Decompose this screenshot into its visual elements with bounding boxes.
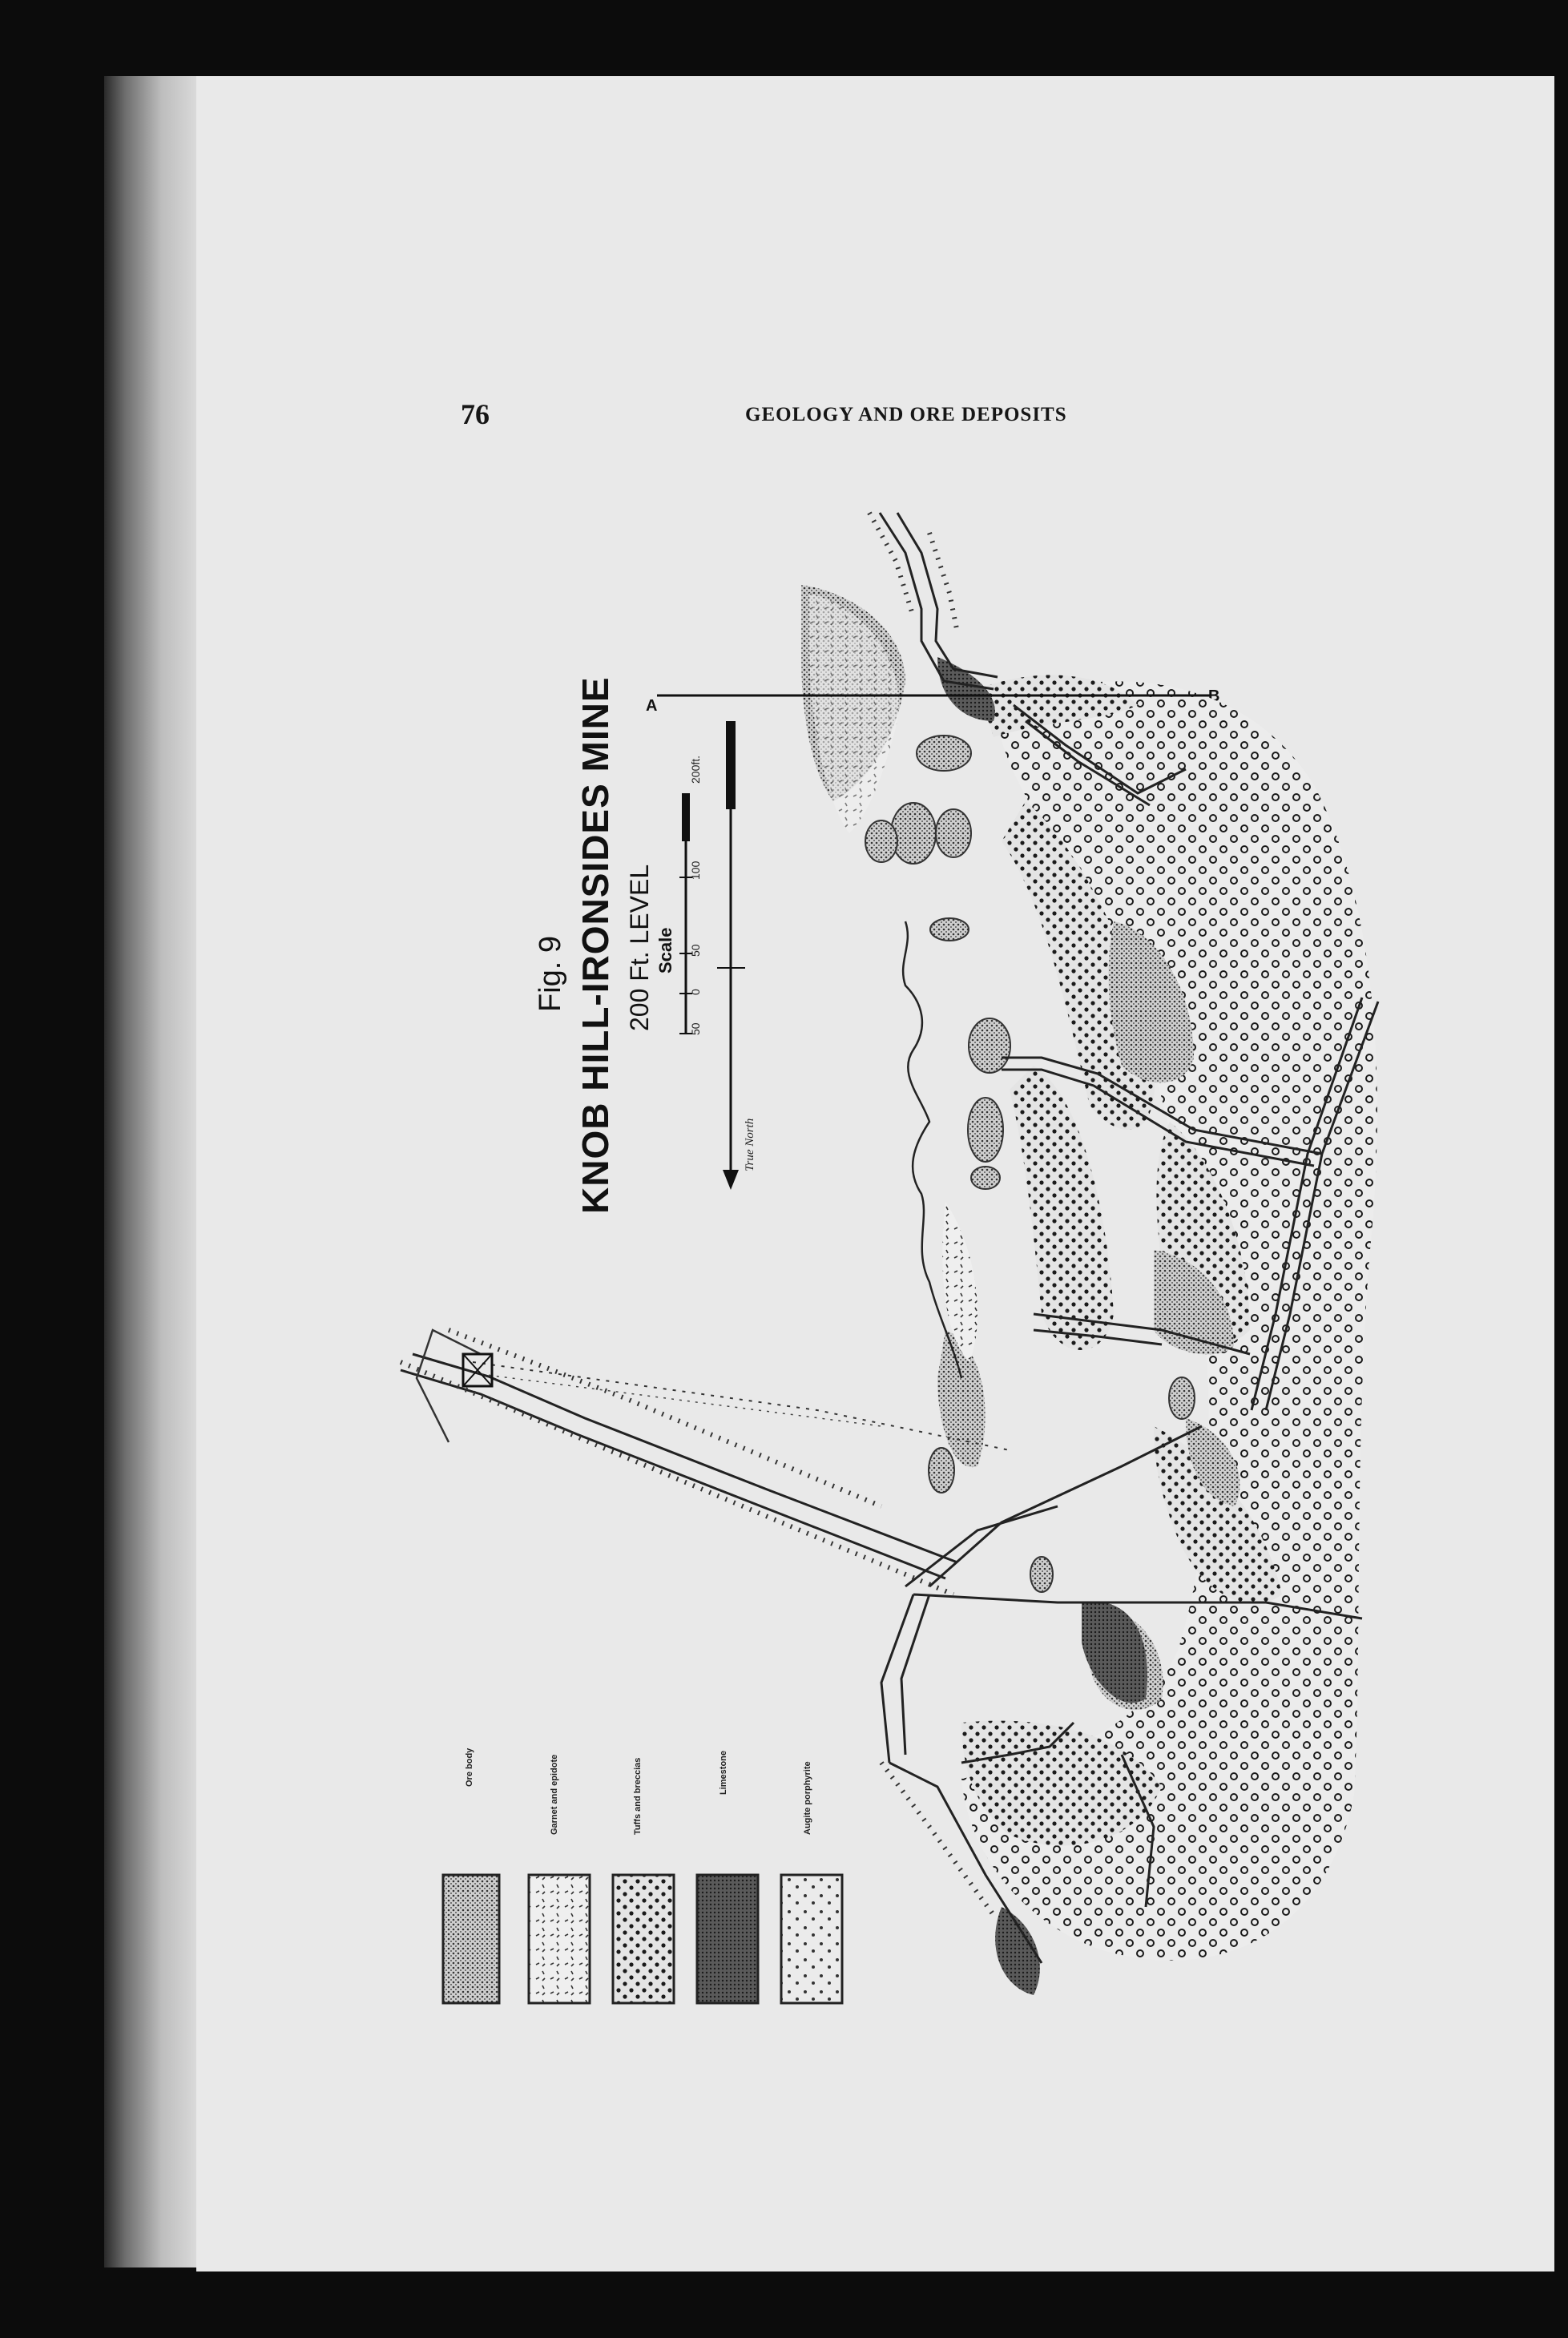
ore-blob bbox=[929, 1448, 954, 1493]
scale-tick-label: 50 bbox=[689, 1022, 702, 1035]
legend-swatch-limestone bbox=[697, 1875, 758, 2003]
figure-title: KNOB HILL-IRONSIDES MINE bbox=[574, 676, 616, 1214]
scale-tick-label: 50 bbox=[689, 944, 702, 957]
legend-swatch-ore bbox=[443, 1875, 499, 2003]
section-line-end-label: B bbox=[1208, 687, 1220, 705]
legend-label-garnet: Garnet and epidote bbox=[550, 1754, 559, 1835]
ore-blob bbox=[971, 1167, 1000, 1189]
crosscut-tunnel bbox=[401, 1370, 945, 1578]
legend-swatch-tuff bbox=[613, 1875, 674, 2003]
scale-bar bbox=[679, 793, 692, 1034]
crosscut-tunnel bbox=[413, 1354, 957, 1562]
legend-label-ore: Ore body bbox=[465, 1747, 474, 1787]
legend-label-tuff: Tuffs and breccias bbox=[633, 1757, 643, 1835]
legend-swatch-porphyrite bbox=[781, 1875, 842, 2003]
figure-level: 200 Ft. LEVEL bbox=[625, 864, 654, 1031]
scale-tick-label: 0 bbox=[689, 989, 702, 995]
ore-blob bbox=[969, 1018, 1010, 1073]
running-head: GEOLOGY AND ORE DEPOSITS bbox=[745, 404, 1067, 425]
legend-swatch-garnet bbox=[529, 1875, 590, 2003]
ore-blob bbox=[891, 803, 936, 864]
north-arrow bbox=[717, 721, 745, 1190]
scale-tick-label: 200ft. bbox=[689, 755, 702, 784]
legend-label-porphyrite: Augite porphyrite bbox=[803, 1761, 812, 1835]
drift-edge-stipple bbox=[401, 513, 994, 1915]
page-number: 76 bbox=[461, 398, 490, 430]
figure-label: Fig. 9 bbox=[534, 935, 567, 1012]
scale-label: Scale bbox=[655, 927, 675, 973]
ore-blob bbox=[968, 1098, 1003, 1162]
north-arrow-label: True North bbox=[744, 1118, 756, 1171]
ore-blob bbox=[1030, 1557, 1053, 1592]
ore-blob bbox=[930, 918, 969, 941]
ore-blob bbox=[865, 820, 897, 862]
section-line-start-label: A bbox=[646, 697, 658, 715]
ore-blob bbox=[936, 809, 971, 857]
dotted-survey-line bbox=[473, 1362, 1010, 1450]
ore-blob bbox=[917, 736, 971, 771]
scale-tick-label: 100 bbox=[689, 861, 702, 880]
legend-label-limestone: Limestone bbox=[719, 1750, 728, 1795]
limestone-body bbox=[1082, 1602, 1147, 1703]
ore-blob bbox=[1169, 1377, 1195, 1419]
